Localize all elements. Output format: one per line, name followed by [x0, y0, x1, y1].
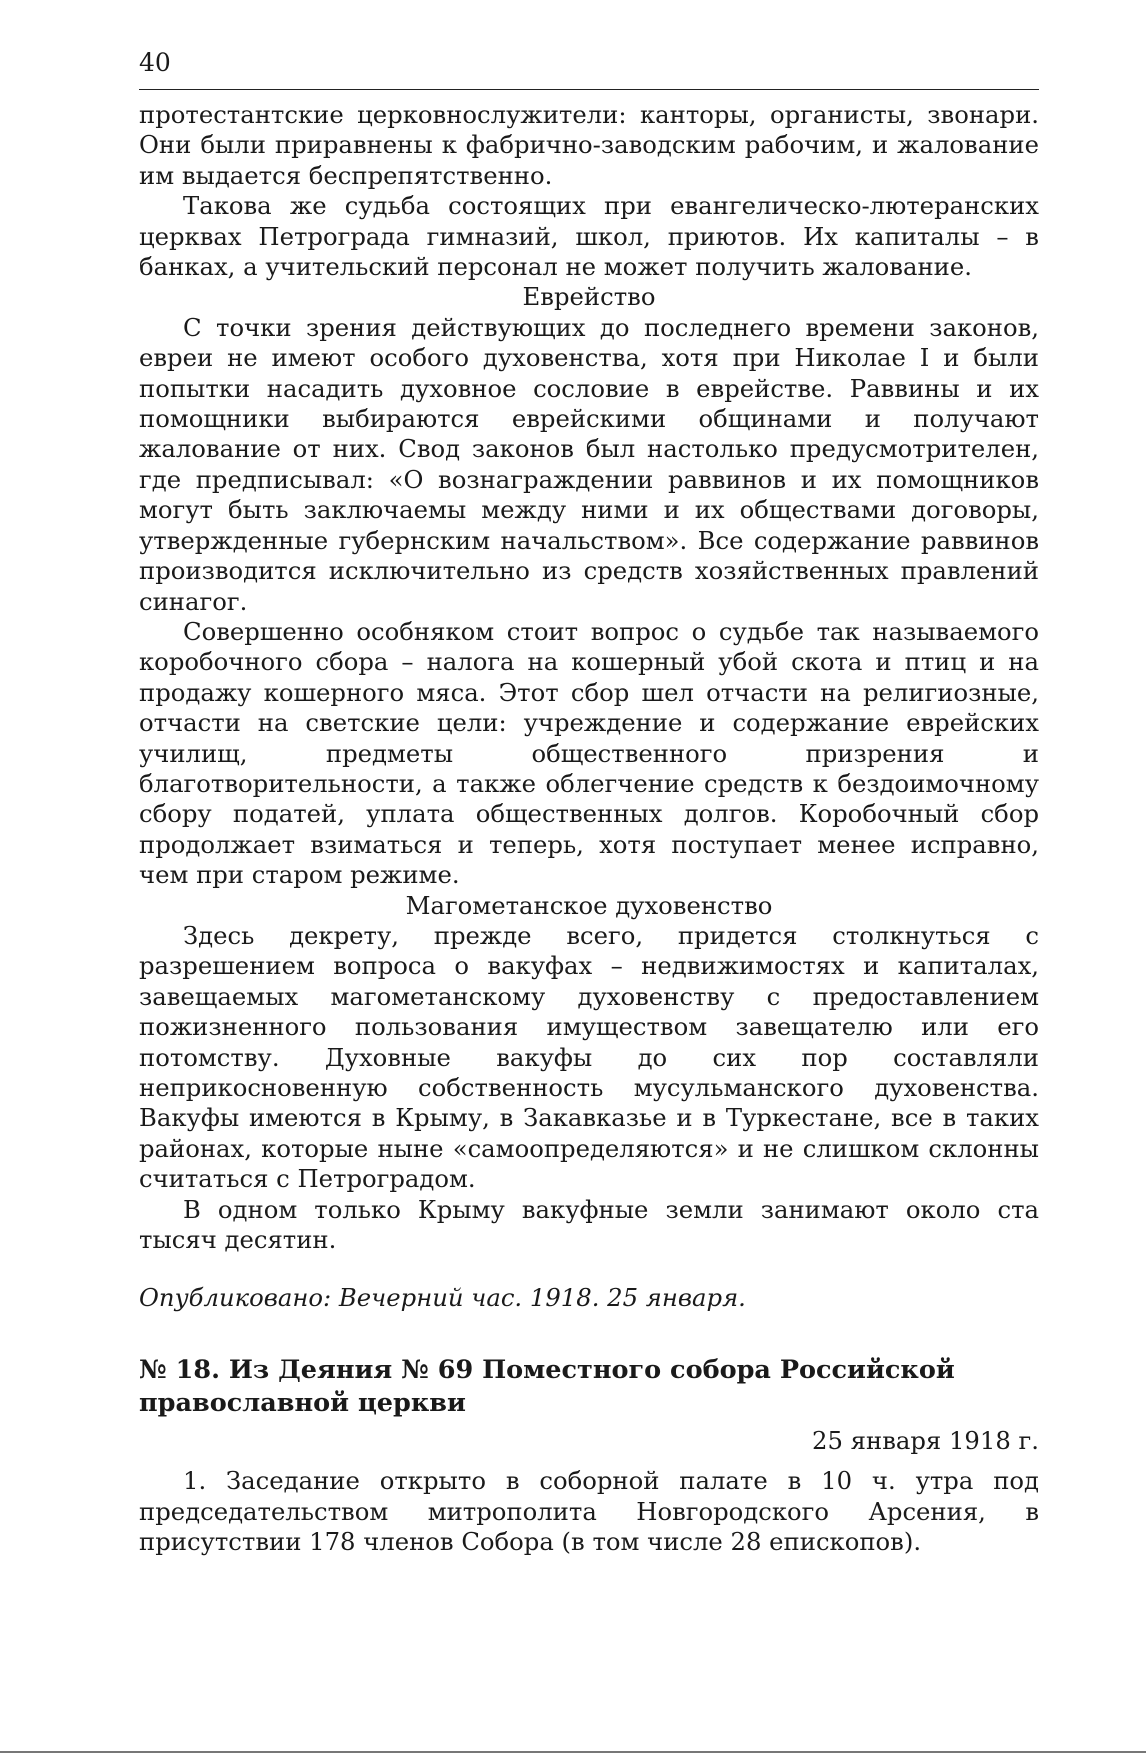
document-title: № 18. Из Деяния № 69 Поместного собора Российской православной церкви [139, 1354, 955, 1418]
header-rule [139, 89, 1039, 90]
paragraph-crimea-lands: В одном только Крыму вакуфные земли занимают около ста тысяч десятин. [139, 1194, 1039, 1255]
paragraph-box-tax: Совершенно особняком стоит вопрос о судьбе так называемого коробочного сбора – налога на кошерный убой скота и птиц и на продажу кошерного мяса. Этот сбор шел отчасти на религиозные, отчасти на светские цели: учреждение и содержание еврейских училищ, предметы общественного призрения и благотворительности, а также облегчение средств к бездоимочному сбору податей, уплата общественных долгов. Коробочный сбор продолжает взиматься и теперь, хотя поступает менее исправно, чем при старом режиме. [139, 616, 1039, 890]
document-date: 25 января 1918 г. [812, 1425, 1039, 1455]
section-heading-jewry: Еврейство [522, 282, 656, 312]
bottom-scan-edge [0, 1751, 1146, 1753]
page-content [139, 100, 1039, 1557]
paragraph-rabbis: С точки зрения действующих до последнего времени законов, евреи не имеют особого духовенства, хотя при Николае I и были попытки насадить духовное сословие в еврействе. Раввины и их помощники выбираются еврейскими общинами и получают жалование от них. Свод законов был настолько предусмотрителен, где предписывал: «О вознаграждении раввинов и их помощников могут быть заключаемы между ними и их обществами договоры, утвержденные губернским начальством». Все содержание раввинов производится исключительно из средств хозяйственных правлений синагог. [139, 312, 1039, 616]
page-number: 40 [139, 48, 171, 77]
paragraph-waqfs: Здесь декрету, прежде всего, придется столкнуться с разрешением вопроса о вакуфах – недвижимостях и капиталах, завещаемых магометанскому духовенству с предоставлением пожизненного пользования имуществом завещателю или его потомству. Духовные вакуфы до сих пор составляли неприкосновенную собственность мусульманского духовенства. Вакуфы имеются в Крыму, в Закавказье и в Туркестане, все в таких районах, которые ныне «самоопределяются» и не слишком склонны считаться с Петроградом. [139, 920, 1039, 1194]
section-heading-muslim-clergy: Магометанское духовенство [405, 890, 773, 920]
publication-source-note: Опубликовано: Вечерний час. 1918. 25 января. [139, 1283, 746, 1313]
paragraph-protestant-servants: протестантские церковнослужители: канторы, органисты, звонари. Они были приравнены к фабрично-заводским рабочим, и жалование им выдается беспрепятственно. [139, 100, 1039, 190]
paragraph-session-opening: 1. Заседание открыто в соборной палате в 10 ч. утра под председательством митрополита Новгородского Арсения, в присутствии 178 членов Собора (в том числе 28 епископов). [139, 1466, 1039, 1557]
paragraph-lutheran-schools: Такова же судьба состоящих при евангелическо-лютеранских церквах Петрограда гимназий, школ, приютов. Их капиталы – в банках, а учительский персонал не может получить жалование. [139, 191, 1039, 282]
